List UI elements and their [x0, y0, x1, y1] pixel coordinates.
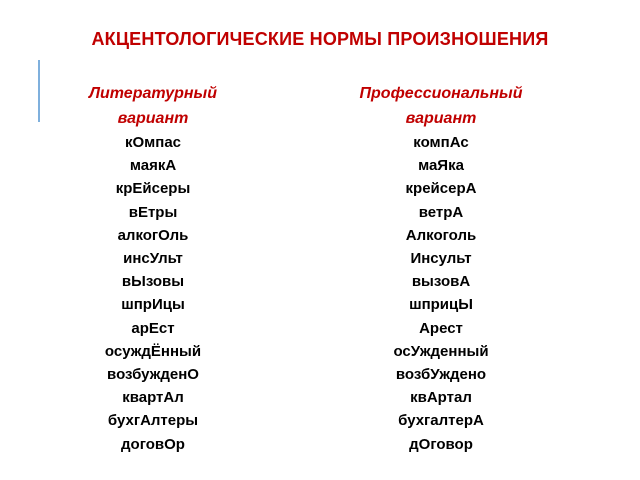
literary-variant-column	[33, 81, 273, 456]
heading-line: Профессиональный	[359, 85, 523, 102]
word-item: маЯка	[418, 157, 464, 175]
word-item: бухгАлтеры	[107, 412, 199, 430]
word-item: Инсульт	[410, 250, 472, 268]
literary-word-list	[33, 131, 273, 456]
word-item: вЕтры	[128, 203, 178, 221]
word-item: арЕст	[131, 319, 175, 337]
word-item: инсУльт	[123, 250, 183, 268]
heading-line: вариант	[405, 110, 477, 127]
heading-line: Литературный	[89, 85, 217, 102]
word-item: алкогОль	[117, 226, 189, 244]
page-title: АКЦЕНТОЛОГИЧЕСКИЕ НОРМЫ ПРОИЗНОШЕНИЯ	[91, 29, 549, 49]
word-item: квартАл	[122, 389, 184, 407]
word-item: возбужденО	[107, 366, 199, 384]
word-item: кОмпас	[124, 134, 181, 151]
word-item: дОговор	[409, 435, 473, 453]
professional-word-list	[321, 131, 561, 456]
literary-variant-heading	[33, 81, 273, 131]
word-item: вЫзовы	[121, 273, 185, 291]
professional-variant-heading	[321, 81, 561, 131]
word-item: вызовА	[411, 273, 471, 291]
word-item: компАс	[413, 134, 469, 151]
word-item: осуждЁнный	[104, 342, 202, 360]
word-item: крЕйсеры	[115, 180, 191, 198]
word-item: квАртал	[410, 389, 472, 407]
word-item: бухгалтерА	[398, 412, 484, 430]
word-item: шприцЫ	[409, 296, 473, 314]
heading-line: вариант	[117, 110, 189, 127]
word-item: Алкоголь	[405, 226, 477, 244]
word-item: маякА	[129, 157, 177, 175]
word-item: договОр	[121, 435, 185, 453]
word-item: возбУждено	[395, 366, 487, 384]
word-item: ветрА	[418, 203, 464, 221]
professional-variant-column	[321, 81, 561, 456]
word-item: крейсерА	[405, 180, 477, 198]
word-item: осУжденный	[393, 342, 489, 360]
word-item: Арест	[419, 319, 463, 337]
word-item: шпрИцы	[121, 296, 185, 314]
